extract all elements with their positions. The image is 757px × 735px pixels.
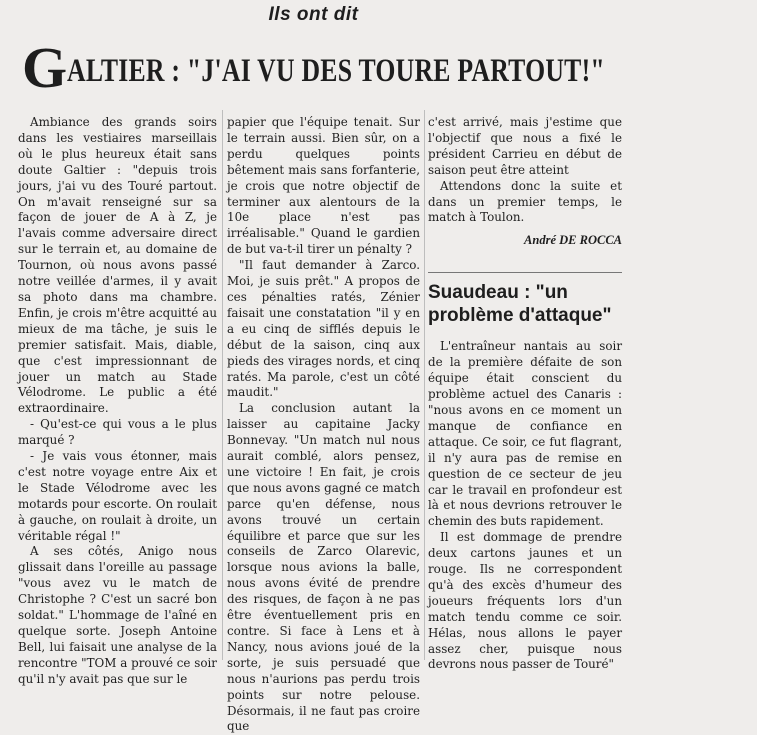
sidebar-divider [428, 272, 622, 273]
body-paragraph: Attendons donc la suite et dans un premier temps, le match à Toulon. [428, 178, 622, 225]
body-paragraph: A ses côtés, Anigo nous glissait dans l'oreille au passage "vous avez vu le match de Christophe ? C'est un sacré bon soldat." L'hommage de l'aîné en quelque sorte. Joseph Antoine Bell, lui faisait une analyse de la rencontre "TOM a prouvé ce soir qu'il n'y avait pas que sur le [18, 544, 217, 686]
article-headline [22, 35, 622, 100]
body-paragraph: - Qu'est-ce qui vous a le plus marqué ? [18, 417, 217, 448]
body-paragraph: Ambiance des grands soirs dans les vestiaires marseillais où le plus heureux était sans doute Galtier : "depuis trois jours, j'ai vu des Touré partout. On m'avait renseigné sur sa façon de jouer de A à Z, je l'avais comme adversaire direct sur le terrain et, au domaine de Tournon, où nous avons passé notre veillée d'armes, il y avait sa photo dans ma chambre. Enfin, je crois m'être acquitté au mieux de ma tâche, je suis le premier satisfait. Mais, diable, que c'est impressionnant de jouer un match au Stade Vélodrome. Le public a été extraordinaire. [18, 115, 217, 416]
body-paragraph: - Je vais vous étonner, mais c'est notre voyage entre Aix et le Stade Vélodrome avec les motards pour escorte. On roulait à gauche, on roulait à droite, un véritable régal !" [18, 449, 217, 543]
column-rule-1 [222, 110, 223, 660]
author-signature: André DE ROCCA [524, 233, 622, 248]
article-column-1 [18, 115, 217, 686]
sidebar-title: Suaudeau : "un problème d'attaque" [428, 282, 612, 327]
column-rule-2 [424, 110, 425, 660]
article-column-2 [227, 115, 420, 734]
headline-drop-initial: G [22, 35, 68, 100]
body-paragraph: c'est arrivé, mais j'estime que l'objectif que nous a fixé le président Carrieu en début de saison peut être atteint [428, 115, 622, 177]
sidebar-paragraph: L'entraîneur nantais au soir de la première défaite de son équipe était conscient du problème actuel des Canaris : "nous avons en ce moment un manque de confiance en attaque. Ce soir, ce fut flagrant, il n'y aura pas de remise en question de ce secteur de jeu car le travail en profondeur est là et nous devrions retrouver le chemin des buts rapidement. [428, 339, 622, 529]
article-column-3 [428, 115, 622, 672]
article-kicker: Ils ont dit [268, 4, 359, 25]
body-paragraph: La conclusion autant la laisser au capitaine Jacky Bonnevay. "Un match nul nous aurait comblé, alors pensez, une victoire ! En fait, je crois que nous avons gagné ce match parce qu'en défense, nous avons trouvé un certain équilibre et parce que sur les conseils de Zarco Olarevic, lorsque nous avions la balle, nous avons évité de prendre des risques, de façon à ne pas être éventuellement pris en contre. Si face à Lens et à Nancy, nous avions joué de la sorte, je suis persuadé que nous n'aurions pas perdu trois points sur notre pelouse. Désormais, il ne faut pas croire que [227, 401, 420, 734]
headline-text: ALTIER : "J'AI VU DES TOURE PARTOUT!" [67, 53, 606, 89]
body-paragraph: "Il faut demander à Zarco. Moi, je suis prêt." A propos de ces pénalties ratés, Zénier faisait une constatation "il y en a eu cinq de sifflés depuis le début de la saison, cinq aux pieds des virages nords, et cinq ratés. Ma parole, c'est un côté maudit." [227, 258, 420, 400]
body-paragraph: papier que l'équipe tenait. Sur le terrain aussi. Bien sûr, on a perdu quelques points bêtement mais sans forfanterie, je crois que notre objectif de terminer aux alentours de la 10e place n'est pas irréalisable." Quand le gardien de but va-t-il tirer un pénalty ? [227, 115, 420, 257]
sidebar-paragraph: Il est dommage de prendre deux cartons jaunes et un rouge. Ils ne correspondent qu'à des excès d'humeur des joueurs fréquents lors d'un match tendu comme ce soir. Hélas, nous allons le payer assez cher, puisque nous devrons nous passer de Touré" [428, 530, 622, 672]
